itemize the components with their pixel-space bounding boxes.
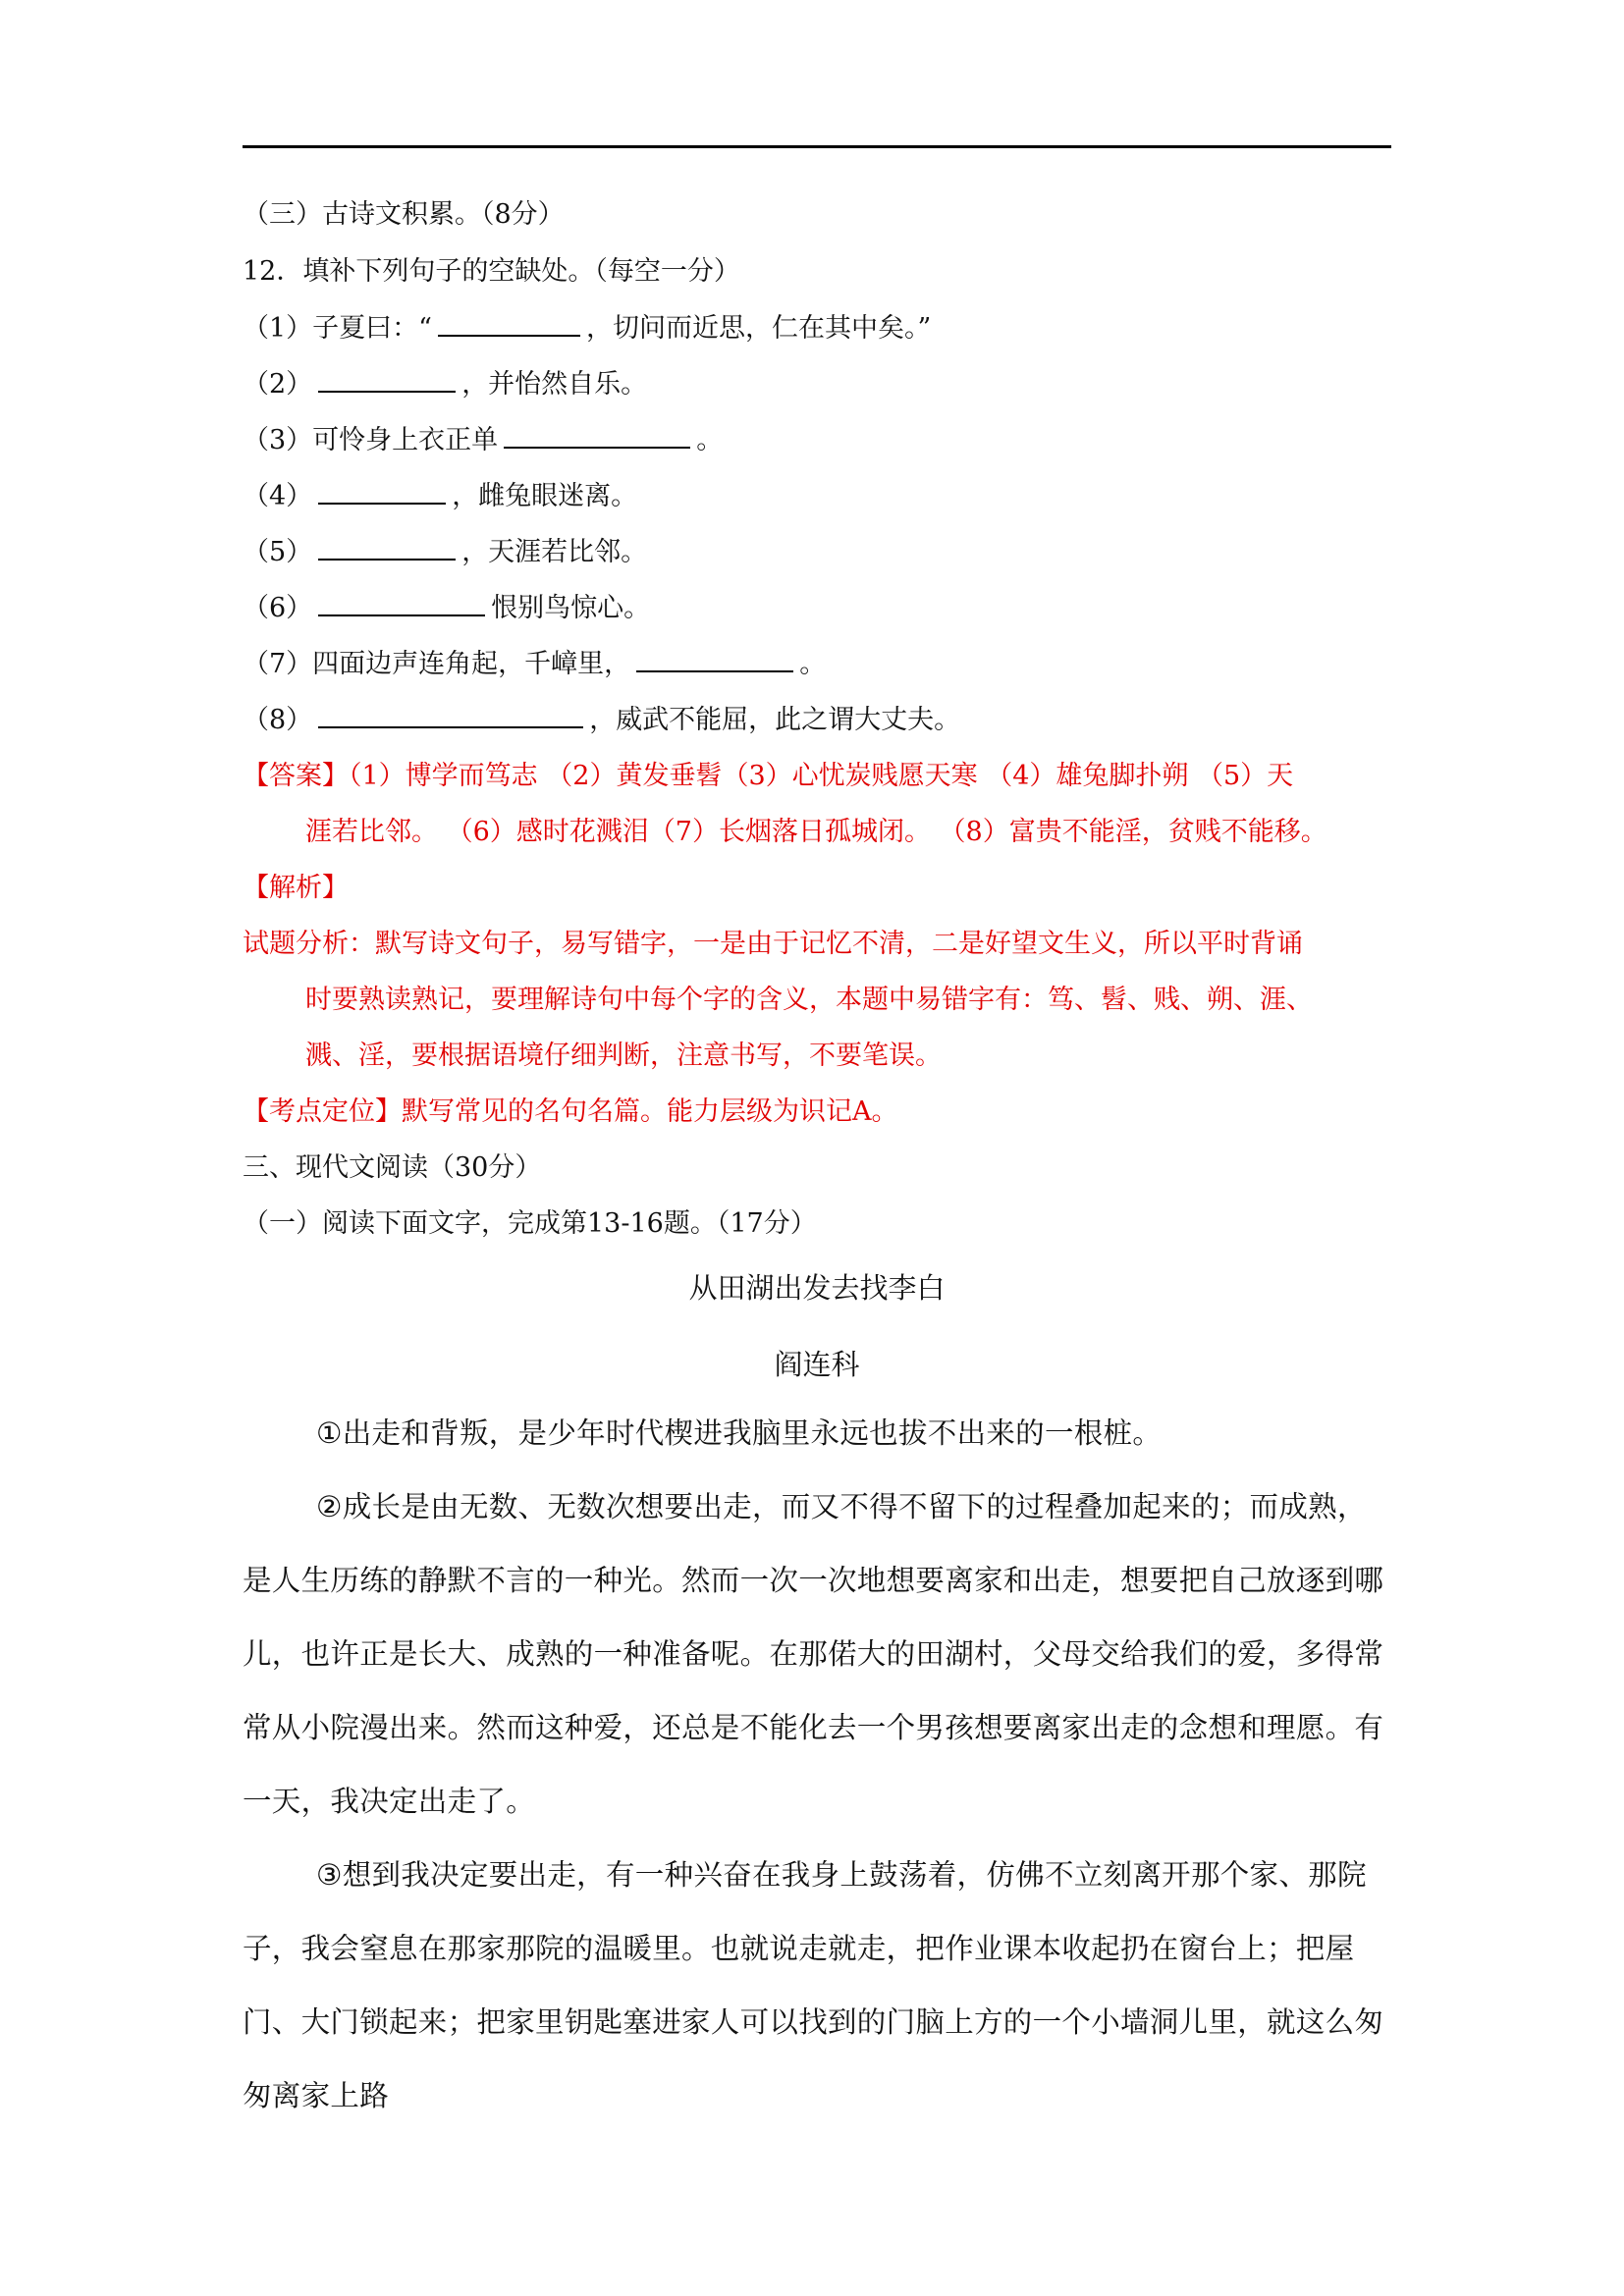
fill-item-7: （7）四面边声连角起，千嶂里， 。 bbox=[243, 645, 826, 684]
paragraph-1: ①出走和背叛，是少年时代楔进我脑里永远也拔不出来的一根桩。 bbox=[316, 1416, 1163, 1450]
answer-blank[interactable] bbox=[636, 645, 793, 672]
kaodian-text: 默写常见的名句名篇。能力层级为识记A。 bbox=[402, 1096, 898, 1127]
fill-item-5: （5） ，天涯若比邻。 bbox=[243, 533, 647, 572]
fill-item-1: （1）子夏曰：“ ，切问而近思，仁在其中矣。” bbox=[243, 309, 931, 348]
analysis-line-2: 时要熟读熟记，要理解诗句中每个字的含义，本题中易错字有：笃、髫、贱、朔、涯、 bbox=[305, 985, 1313, 1015]
answer-blank[interactable] bbox=[318, 365, 456, 393]
article-title: 从田湖出发去找李白 bbox=[688, 1271, 946, 1305]
fill-item-2: （2） ，并怡然自乐。 bbox=[243, 365, 647, 404]
analysis-line-1: 试题分析：默写诗文句子，易写错字，一是由于记忆不清，二是好望文生义，所以平时背诵 bbox=[243, 929, 1303, 959]
article-author: 阎连科 bbox=[774, 1348, 860, 1381]
paragraph-2: ②成长是由无数、无数次想要出走，而又不得不留下的过程叠加起来的；而成熟，是人生历练的静默不言的一种光。然而一次一次地想要离家和出走，想要把自己放逐到哪儿，也许正是长大、成熟的一种准备呢。在那偌大的田湖村，父母交给我们的爱，多得常常从小院漫出来。然而这种爱，还总是不能化去一个男孩想要离家出走的念想和理愿。有一天，我决定出走了。 bbox=[243, 1490, 1384, 1818]
analysis-line-3: 溅、淫，要根据语境仔细判断，注意书写，不要笔误。 bbox=[305, 1041, 942, 1071]
kaodian-label: 【考点定位】 bbox=[243, 1096, 402, 1127]
answer-blank[interactable] bbox=[318, 533, 456, 561]
analysis-label: 【解析】 bbox=[243, 873, 349, 903]
fill-item-3: （3）可怜身上衣正单 。 bbox=[243, 421, 723, 460]
answer-line-1: 【答案】（1）博学而笃志 （2）黄发垂髫（3）心忧炭贱愿天寒 （4）雄兔脚扑朔 （5）天 bbox=[243, 761, 1294, 791]
header-rule bbox=[243, 145, 1391, 148]
answer-blank[interactable] bbox=[504, 421, 690, 449]
answer-blank[interactable] bbox=[318, 589, 485, 616]
answer-blank[interactable] bbox=[318, 477, 446, 505]
answer-blank[interactable] bbox=[318, 701, 583, 728]
paragraph-3: ③想到我决定要出走，有一种兴奋在我身上鼓荡着，仿佛不立刻离开那个家、那院子，我会窒息在那家那院的温暖里。也就说走就走，把作业课本收起扔在窗台上；把屋门、大门锁起来；把家里钥匙塞进家人可以找到的门脑上方的一个小墙洞儿里，就这么匆匆离家上路 bbox=[243, 1858, 1384, 2112]
answer-blank[interactable] bbox=[438, 309, 580, 337]
question-12-heading: 12．填补下列句子的空缺处。（每空一分） bbox=[243, 256, 740, 287]
article-body bbox=[243, 1397, 1391, 2133]
fill-item-4: （4） ，雌兔眼迷离。 bbox=[243, 477, 637, 516]
part3-heading: 三、现代文阅读（30分） bbox=[243, 1152, 542, 1183]
fill-item-8: （8） ，威武不能屈，此之谓大丈夫。 bbox=[243, 701, 960, 740]
section-heading: （三）古诗文积累。（8分） bbox=[243, 199, 565, 230]
part3-1-heading: （一）阅读下面文字，完成第13-16题。（17分） bbox=[243, 1208, 817, 1239]
kaodian-line bbox=[243, 1093, 898, 1132]
answer-line-2: 涯若比邻。 （6）感时花溅泪（7）长烟落日孤城闭。 （8）富贵不能淫，贫贱不能移。 bbox=[305, 817, 1327, 847]
fill-item-6: （6） 恨别鸟惊心。 bbox=[243, 589, 650, 628]
